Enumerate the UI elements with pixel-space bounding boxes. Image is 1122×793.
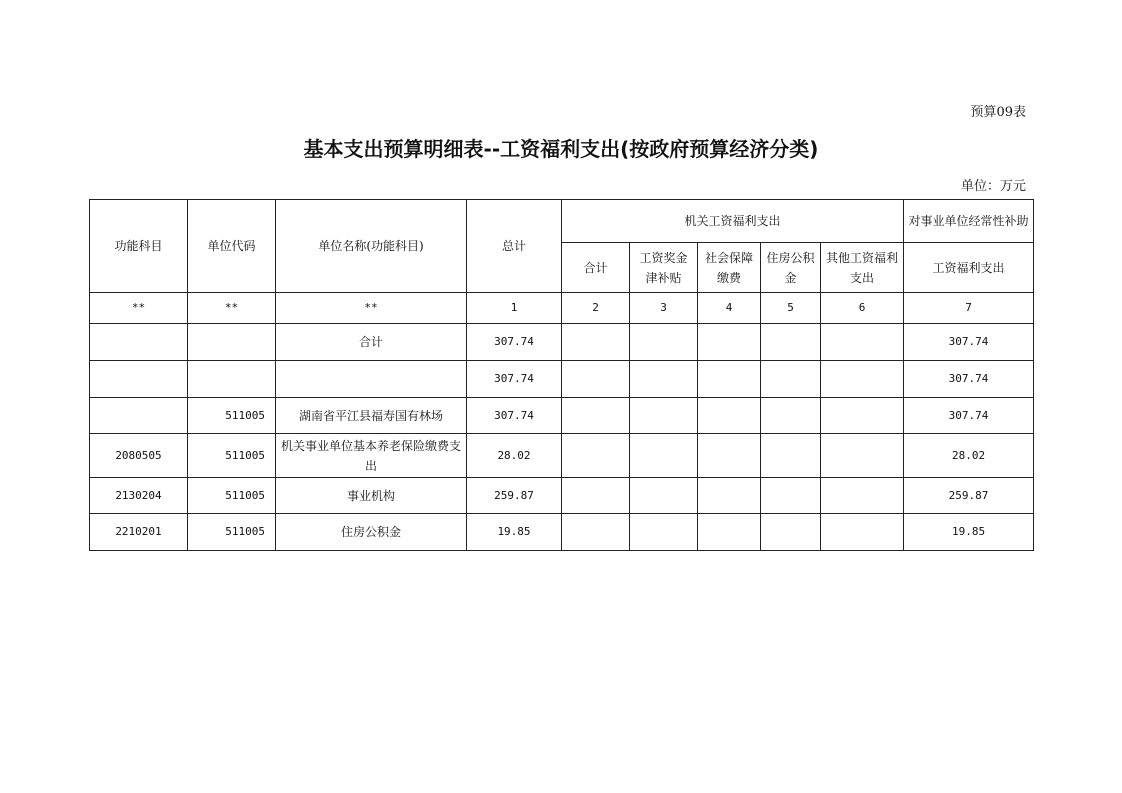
cell-name: 机关事业单位基本养老保险缴费支出 — [276, 434, 467, 478]
cell-code — [188, 324, 276, 361]
cell-name: 湖南省平江县福寿国有林场 — [276, 398, 467, 434]
cell-c5 — [761, 361, 821, 398]
cell-code: 511005 — [188, 434, 276, 478]
index-cell: 3 — [630, 293, 698, 324]
cell-c5 — [761, 478, 821, 514]
cell-c7: 19.85 — [904, 514, 1034, 551]
cell-total: 28.02 — [467, 434, 562, 478]
cell-c5 — [761, 434, 821, 478]
cell-sum — [562, 361, 630, 398]
index-row — [90, 293, 1034, 324]
cell-c4 — [698, 324, 761, 361]
table-row — [90, 514, 1034, 551]
cell-c5 — [761, 324, 821, 361]
cell-name: 合计 — [276, 324, 467, 361]
cell-total: 307.74 — [467, 361, 562, 398]
index-cell: 5 — [761, 293, 821, 324]
cell-c4 — [698, 398, 761, 434]
header-c3: 工资奖金津补贴 — [630, 243, 698, 293]
cell-code: 511005 — [188, 398, 276, 434]
header-c4: 社会保障缴费 — [698, 243, 761, 293]
header-group-org: 机关工资福利支出 — [562, 200, 904, 243]
cell-c6 — [821, 324, 904, 361]
cell-sum — [562, 324, 630, 361]
cell-total: 259.87 — [467, 478, 562, 514]
cell-code: 511005 — [188, 514, 276, 551]
cell-code — [188, 361, 276, 398]
cell-sum — [562, 434, 630, 478]
cell-c4 — [698, 514, 761, 551]
header-total: 总计 — [467, 200, 562, 293]
header-c6: 其他工资福利支出 — [821, 243, 904, 293]
cell-c7: 307.74 — [904, 398, 1034, 434]
cell-c4 — [698, 361, 761, 398]
header-c5: 住房公积金 — [761, 243, 821, 293]
cell-c7: 307.74 — [904, 324, 1034, 361]
cell-c3 — [630, 478, 698, 514]
cell-c7: 259.87 — [904, 478, 1034, 514]
cell-c6 — [821, 478, 904, 514]
cell-func — [90, 398, 188, 434]
cell-func — [90, 324, 188, 361]
header-group-sub: 对事业单位经常性补助 — [904, 200, 1034, 243]
cell-c7: 307.74 — [904, 361, 1034, 398]
table-row — [90, 478, 1034, 514]
cell-total: 307.74 — [467, 324, 562, 361]
index-cell: ** — [90, 293, 188, 324]
cell-name: 事业机构 — [276, 478, 467, 514]
header-name: 单位名称(功能科目) — [276, 200, 467, 293]
header-sum: 合计 — [562, 243, 630, 293]
unit-label: 单位：万元 — [960, 179, 1026, 194]
cell-c6 — [821, 361, 904, 398]
cell-total: 307.74 — [467, 398, 562, 434]
cell-sum — [562, 514, 630, 551]
table-row — [90, 361, 1034, 398]
cell-func: 2130204 — [90, 478, 188, 514]
table-row — [90, 324, 1034, 361]
budget-table — [89, 199, 1034, 551]
table-row — [90, 398, 1034, 434]
cell-total: 19.85 — [467, 514, 562, 551]
cell-c3 — [630, 514, 698, 551]
cell-c3 — [630, 434, 698, 478]
cell-c3 — [630, 361, 698, 398]
index-cell: ** — [276, 293, 467, 324]
index-cell: ** — [188, 293, 276, 324]
index-cell: 7 — [904, 293, 1034, 324]
header-func: 功能科目 — [90, 200, 188, 293]
page-title: 基本支出预算明细表--工资福利支出(按政府预算经济分类) — [303, 137, 819, 161]
cell-name — [276, 361, 467, 398]
cell-sum — [562, 398, 630, 434]
index-cell: 1 — [467, 293, 562, 324]
cell-func: 2080505 — [90, 434, 188, 478]
index-cell: 4 — [698, 293, 761, 324]
cell-c6 — [821, 514, 904, 551]
cell-c7: 28.02 — [904, 434, 1034, 478]
header-code: 单位代码 — [188, 200, 276, 293]
cell-name: 住房公积金 — [276, 514, 467, 551]
index-cell: 2 — [562, 293, 630, 324]
table-number: 预算09表 — [970, 105, 1026, 120]
cell-sum — [562, 478, 630, 514]
cell-code: 511005 — [188, 478, 276, 514]
cell-c3 — [630, 398, 698, 434]
cell-c4 — [698, 478, 761, 514]
cell-c5 — [761, 398, 821, 434]
cell-c5 — [761, 514, 821, 551]
table-row — [90, 434, 1034, 478]
header-c7: 工资福利支出 — [904, 243, 1034, 293]
cell-func — [90, 361, 188, 398]
index-cell: 6 — [821, 293, 904, 324]
cell-c4 — [698, 434, 761, 478]
cell-func: 2210201 — [90, 514, 188, 551]
cell-c3 — [630, 324, 698, 361]
cell-c6 — [821, 434, 904, 478]
cell-c6 — [821, 398, 904, 434]
